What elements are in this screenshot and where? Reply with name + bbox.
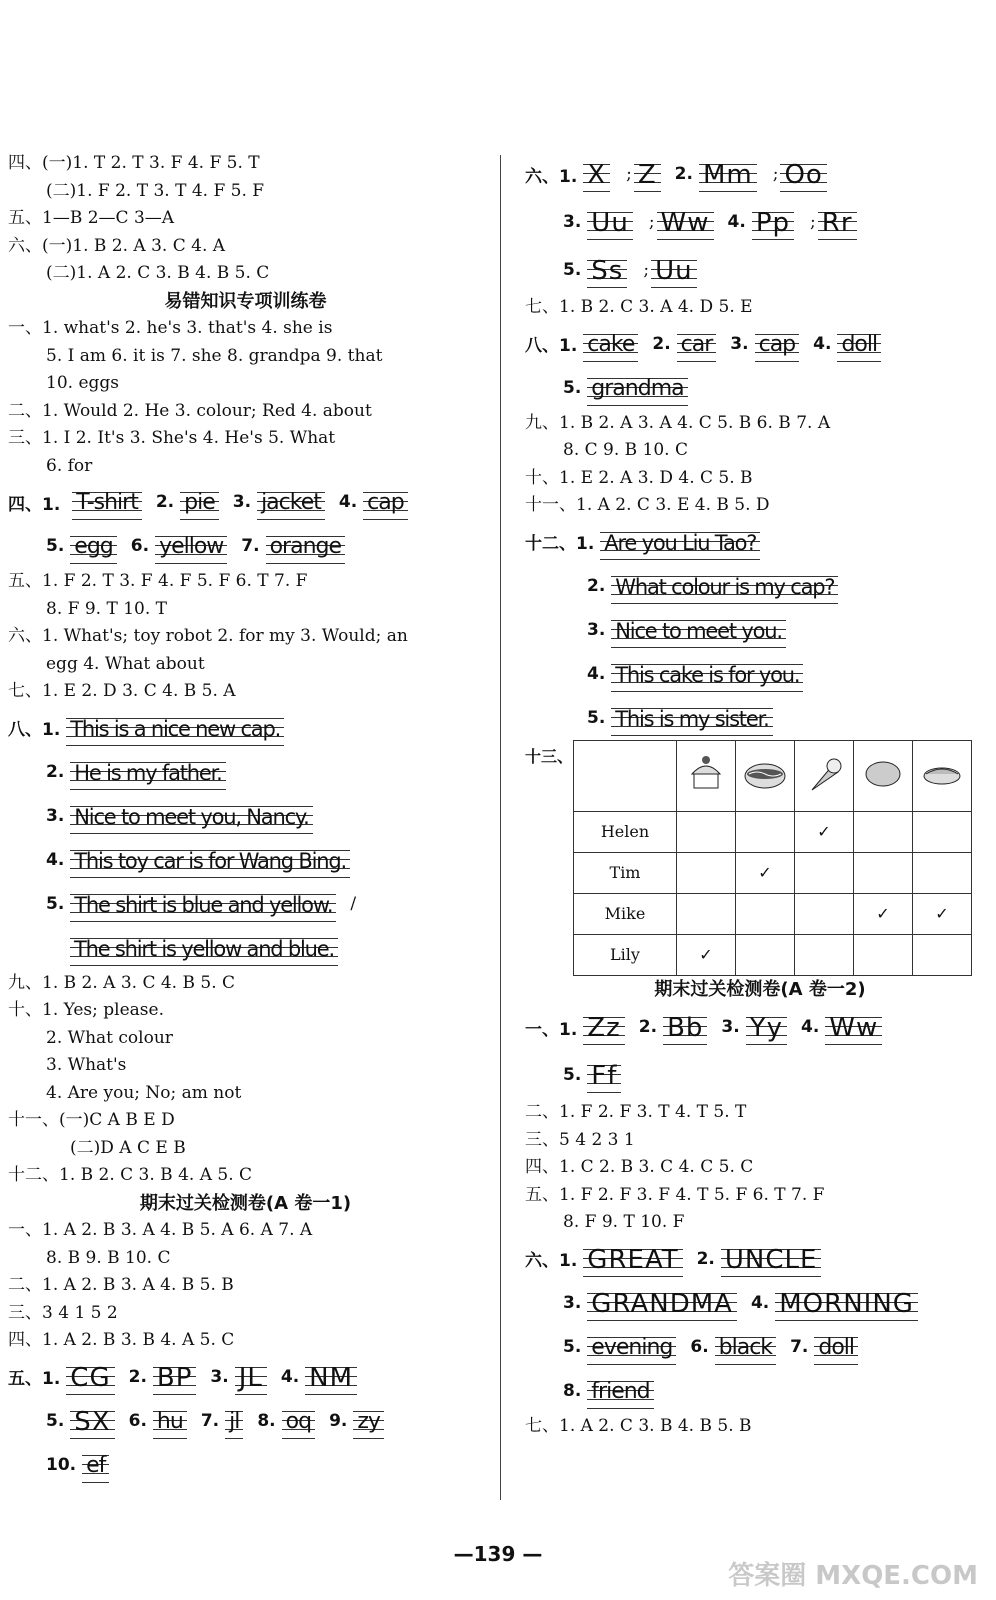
check-mark: ✓ [677, 934, 736, 975]
handwritten-word: cake [583, 326, 638, 362]
table-cell [736, 811, 795, 852]
item-number: 4. [280, 1366, 300, 1387]
handwritten-letters: ef [82, 1447, 109, 1483]
item-number: 5. [46, 536, 65, 556]
item-number: 2. [46, 761, 65, 782]
item-number: 6. [128, 1410, 147, 1431]
handwritten-word: car [677, 326, 717, 362]
answer-line: 十二、1. B 2. C 3. B 4. A 5. C [8, 1165, 253, 1185]
handwriting-row [525, 366, 995, 410]
table-cell [736, 893, 795, 934]
separator: ; [643, 260, 650, 280]
handwriting-row [525, 1003, 995, 1051]
handwritten-letters: Oo [780, 156, 826, 192]
table-header-row [574, 740, 972, 811]
handwritten-letters: Zz [583, 1009, 624, 1045]
table-row [574, 811, 972, 852]
check-mark: ✓ [854, 893, 913, 934]
item-number: 2. [638, 1017, 658, 1037]
answer-line: 4. Are you; No; am not [46, 1082, 242, 1103]
handwritten-letters: Rr [818, 204, 857, 240]
item-number: 3. [563, 1292, 582, 1313]
table-row [574, 852, 972, 893]
handwritten-letters: oq [282, 1403, 315, 1439]
item-number: 3. [721, 1017, 740, 1037]
handwriting-row [525, 1281, 995, 1325]
separator: ; [810, 212, 816, 232]
handwritten-letters: Ff [587, 1057, 621, 1093]
item-number: 八、1. [525, 336, 578, 356]
handwritten-sentence: What colour is my cap? [611, 568, 838, 604]
handwritten-word: pie [180, 484, 219, 520]
handwritten-letters: Z [634, 156, 661, 192]
answer-line: 六、(一)1. B 2. A 3. C 4. A [8, 235, 226, 256]
handwritten-word: doll [814, 1329, 858, 1365]
handwritten-sentence: The shirt is blue and yellow. [70, 886, 336, 922]
table-cell [795, 852, 854, 893]
item-number: 7. [241, 536, 260, 556]
handwriting-row [8, 1399, 483, 1443]
table-cell [913, 934, 972, 975]
item-number: 5. [563, 377, 582, 398]
answer-line: 8. B 9. B 10. C [46, 1247, 171, 1268]
item-number: 4. [813, 333, 832, 354]
item-number: 10. [46, 1454, 77, 1475]
check-mark: ✓ [795, 811, 854, 852]
handwriting-row [525, 1051, 995, 1099]
item-number: 六、1. [525, 1251, 578, 1271]
answer-line: 二、1. Would 2. He 3. colour; Red 4. about [8, 400, 372, 421]
left-column [8, 150, 483, 1487]
answer-line: 三、1. I 2. It's 3. She's 4. He's 5. What [8, 428, 336, 448]
table-row [574, 934, 972, 975]
handwritten-word: T-shirt [72, 484, 142, 520]
answer-line: 十一、(一)C A B E D [8, 1110, 175, 1130]
item-number: 4. [587, 663, 606, 684]
handwritten-letters: Ww [825, 1009, 882, 1045]
handwriting-row [525, 150, 995, 198]
handwritten-word: orange [266, 528, 345, 564]
answer-line: 一、1. A 2. B 3. A 4. B 5. A 6. A 7. A [8, 1220, 313, 1240]
answer-line: 十、1. E 2. A 3. D 4. C 5. B [525, 467, 753, 488]
answer-line: 8. F 9. T 10. F [563, 1212, 685, 1232]
table-cell [795, 893, 854, 934]
handwriting-row [8, 1355, 483, 1399]
handwritten-sentence: He is my father. [70, 754, 225, 790]
item-number: 八、1. [8, 720, 61, 740]
handwritten-letters: Uu [587, 204, 633, 240]
section-title: 期末过关检测卷(A 卷一1) [139, 1192, 352, 1214]
handwriting-row [8, 750, 483, 794]
handwriting-row [8, 794, 483, 838]
handwritten-letters: JL [235, 1359, 267, 1395]
handwriting-row [8, 706, 483, 750]
item-number: 4. [338, 492, 358, 512]
answer-line: 七、1. E 2. D 3. C 4. B 5. A [8, 681, 236, 701]
answer-line: 四、(一)1. T 2. T 3. F 4. F 5. T [8, 153, 260, 173]
answer-line: 五、1. F 2. F 3. F 4. T 5. F 6. T 7. F [525, 1184, 825, 1205]
row-name: Helen [574, 811, 677, 852]
item-number: 2. [128, 1366, 147, 1387]
item-number: 3. [563, 212, 582, 232]
table-cell [854, 852, 913, 893]
item-number: 2. [696, 1248, 715, 1269]
answer-line: 九、1. B 2. A 3. A 4. C 5. B 6. B 7. A [525, 412, 831, 433]
answer-line: 8. F 9. T 10. T [46, 598, 167, 619]
column-divider [500, 155, 501, 1500]
handwritten-sentence: Are you Liu Tao? [600, 524, 760, 560]
answer-line: (二)1. F 2. T 3. T 4. F 5. F [46, 180, 265, 201]
answer-line: (二)1. A 2. C 3. B 4. B 5. C [46, 263, 270, 283]
answer-line: 二、1. A 2. B 3. A 4. B 5. B [8, 1275, 234, 1295]
table-cell [854, 934, 913, 975]
item-number: 五、1. [8, 1369, 61, 1389]
item-number: 8. [563, 1380, 582, 1401]
item-number: 5. [563, 1065, 582, 1085]
handwritten-sentence: Nice to meet you, Nancy. [70, 798, 312, 834]
item-number: 4. [800, 1017, 820, 1037]
preference-table-block [525, 740, 995, 976]
handwritten-sentence: This is my sister. [611, 700, 772, 736]
egg-icon [854, 740, 913, 811]
row-name: Tim [574, 852, 677, 893]
handwritten-word: jacket [257, 484, 325, 520]
handwritten-sentence: This cake is for you. [611, 656, 803, 692]
item-number: 四、1. [8, 494, 61, 515]
handwritten-word: GREAT [583, 1241, 682, 1277]
handwritten-letters: Mm [699, 156, 757, 192]
answer-line: 六、1. What's; toy robot 2. for my 3. Would; an [8, 626, 408, 646]
handwritten-letters: hu [153, 1403, 187, 1439]
answer-line: 二、1. F 2. F 3. T 4. T 5. T [525, 1102, 747, 1122]
handwriting-row [525, 696, 995, 740]
answer-line: 2. What colour [46, 1027, 173, 1048]
handwritten-sentence: Nice to meet you. [611, 612, 786, 648]
handwriting-row [8, 882, 483, 926]
table-cell [854, 811, 913, 852]
handwritten-letters: BP [153, 1359, 197, 1395]
item-number: 3. [232, 492, 252, 512]
handwritten-letters: SX [70, 1403, 114, 1439]
item-number: 2. [652, 333, 671, 354]
separator: ; [772, 164, 779, 184]
answer-line: egg 4. What about [46, 653, 205, 674]
handwritten-letters: jl [225, 1403, 243, 1439]
separator: ; [648, 212, 655, 232]
section-title: 期末过关检测卷(A 卷一2) [654, 978, 866, 1000]
item-number: 3. [730, 333, 749, 354]
right-column [525, 150, 995, 1440]
hotdog-icon [736, 740, 795, 811]
item-number: 一、1. [525, 1019, 578, 1040]
handwriting-row [525, 1369, 995, 1413]
handwritten-sentence: This toy car is for Wang Bing. [70, 842, 350, 878]
check-mark: ✓ [736, 852, 795, 893]
item-number: 5. [587, 707, 606, 728]
table-cell [677, 811, 736, 852]
item-number: 2. [155, 492, 175, 512]
handwriting-row [525, 652, 995, 696]
handwritten-word: GRANDMA [587, 1285, 737, 1321]
item-number: 8. [257, 1410, 276, 1431]
handwriting-row [525, 520, 995, 564]
item-number: 5. [563, 260, 582, 280]
preference-table [573, 740, 972, 976]
answer-line: 3. What's [46, 1055, 127, 1075]
table-cell [913, 852, 972, 893]
cake-icon [677, 740, 736, 811]
handwriting-row [8, 524, 483, 568]
table-cell [677, 852, 736, 893]
handwritten-letters: Uu [651, 252, 697, 288]
item-number: 十二、1. [525, 534, 595, 554]
handwritten-letters: NM [305, 1359, 357, 1395]
section-title: 易错知识专项训练卷 [164, 290, 327, 312]
table-corner-cell [574, 740, 677, 811]
item-number: 4. [727, 212, 746, 232]
answer-line: 十、1. Yes; please. [8, 1000, 164, 1020]
item-number: 2. [587, 575, 606, 596]
item-number: 7. [790, 1336, 809, 1357]
handwriting-row [8, 480, 483, 524]
check-mark: ✓ [913, 893, 972, 934]
row-name: Lily [574, 934, 677, 975]
handwriting-row [525, 1325, 995, 1369]
item-number: 5. [563, 1336, 582, 1357]
answer-line: 三、5 4 2 3 1 [525, 1129, 635, 1150]
item-number: 3. [46, 805, 65, 826]
handwritten-letters: Ww [657, 204, 714, 240]
table-cell [913, 811, 972, 852]
handwritten-letters: Bb [663, 1009, 707, 1045]
handwritten-letters: X [583, 156, 610, 192]
handwritten-word: friend [587, 1373, 653, 1409]
item-number: 7. [200, 1410, 220, 1431]
item-number: 4. [46, 849, 65, 870]
handwritten-sentence: This is a nice new cap. [66, 710, 284, 746]
handwritten-word: grandma [587, 370, 687, 406]
handwritten-sentence: The shirt is yellow and blue. [70, 930, 338, 966]
handwritten-letters: Ss [587, 252, 627, 288]
item-number: 十三、 [525, 746, 574, 766]
handwritten-word: cap [363, 484, 408, 520]
handwriting-row [525, 608, 995, 652]
answer-line: 四、1. A 2. B 3. B 4. A 5. C [8, 1330, 235, 1350]
handwritten-letters: zy [353, 1403, 384, 1439]
answer-line: 5. I am 6. it is 7. she 8. grandpa 9. that [46, 345, 383, 366]
table-row [574, 893, 972, 934]
item-number: 5. [46, 893, 65, 914]
handwritten-word: yellow [155, 528, 227, 564]
handwritten-word: black [715, 1329, 776, 1365]
handwriting-row [525, 198, 995, 246]
handwritten-word: MORNING [775, 1285, 918, 1321]
table-cell [736, 934, 795, 975]
handwriting-row [525, 322, 995, 366]
answer-line: 10. eggs [46, 373, 119, 393]
answer-line: 五、1. F 2. T 3. F 4. F 5. F 6. T 7. F [8, 571, 308, 591]
handwritten-letters: CG [66, 1359, 114, 1395]
item-number: 6. [690, 1336, 709, 1357]
handwritten-word: UNCLE [721, 1241, 822, 1277]
item-number: 9. [329, 1410, 348, 1431]
handwritten-word: cap [755, 326, 800, 362]
handwriting-row [525, 1237, 995, 1281]
icecream-icon [795, 740, 854, 811]
separator: ; [626, 164, 632, 184]
answer-line: 七、1. A 2. C 3. B 4. B 5. B [525, 1415, 752, 1436]
item-number: 6. [130, 536, 150, 556]
item-number: 六、1. [525, 166, 578, 187]
answer-line: 6. for [46, 455, 93, 476]
item-number: 4. [750, 1292, 770, 1313]
answer-line: 三、3 4 1 5 2 [8, 1302, 118, 1323]
row-name: Mike [574, 893, 677, 934]
handwritten-letters: Pp [752, 204, 794, 240]
handwritten-word: egg [70, 528, 116, 564]
answer-line: 五、1—B 2—C 3—A [8, 208, 175, 228]
answer-line: 七、1. B 2. C 3. A 4. D 5. E [525, 297, 753, 317]
answer-line: 一、1. what's 2. he's 3. that's 4. she is [8, 318, 333, 338]
answer-line: 十一、1. A 2. C 3. E 4. B 5. D [525, 495, 770, 515]
pie-icon [913, 740, 972, 811]
watermark-logo: 答案圈 MXQE.COM [728, 1561, 978, 1591]
table-cell [795, 934, 854, 975]
handwriting-row [8, 838, 483, 882]
handwritten-word: evening [587, 1329, 676, 1365]
answer-line: 四、1. C 2. B 3. C 4. C 5. C [525, 1157, 754, 1177]
table-cell [677, 893, 736, 934]
item-number: 3. [210, 1366, 229, 1387]
item-number: 5. [46, 1410, 65, 1431]
handwritten-word: doll [837, 326, 881, 362]
answer-line: 九、1. B 2. A 3. C 4. B 5. C [8, 972, 236, 993]
item-number: 3. [587, 619, 606, 640]
handwritten-letters: Yy [746, 1009, 787, 1045]
handwriting-row [8, 1443, 483, 1487]
slash: / [350, 893, 357, 914]
answer-line: (二)D A C E B [70, 1137, 186, 1158]
handwriting-row [525, 564, 995, 608]
handwriting-row [525, 246, 995, 294]
item-number: 2. [674, 164, 693, 184]
answer-line: 8. C 9. B 10. C [563, 440, 689, 460]
page-number: —139 — [453, 1542, 543, 1566]
handwriting-row [8, 926, 483, 970]
